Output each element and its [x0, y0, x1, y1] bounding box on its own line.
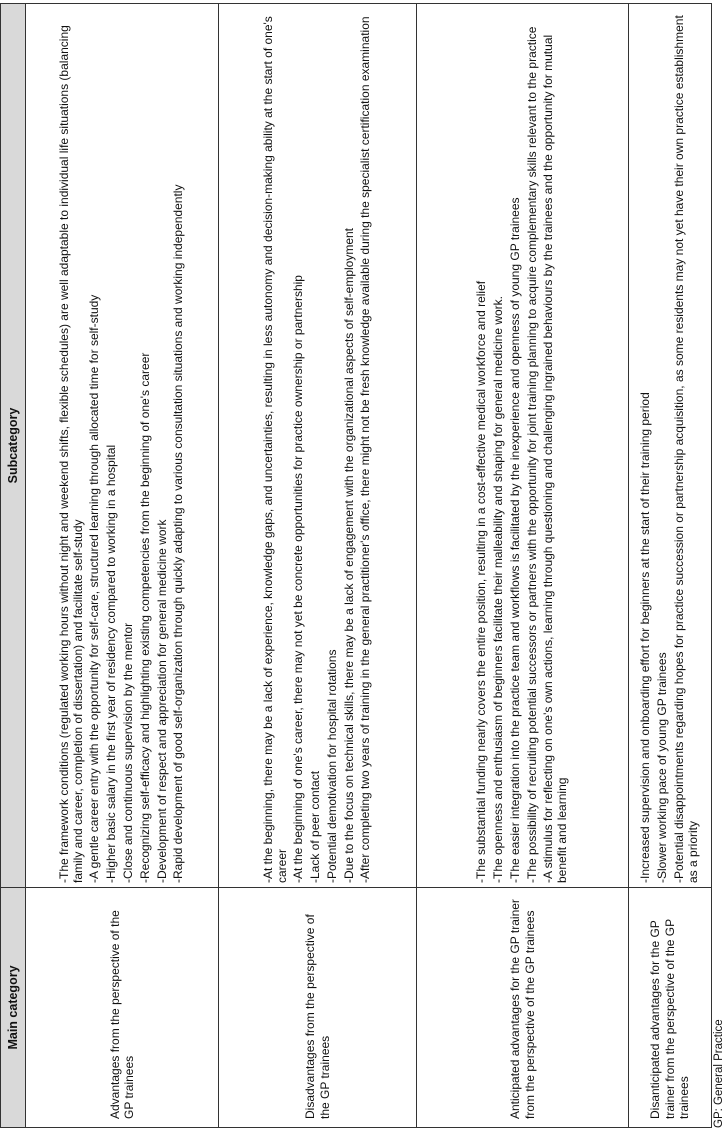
subcategory-item: -Potential demotivation for hospital rotations: [324, 649, 339, 883]
subcategory-cell: [629, 4, 712, 888]
header-main-category: Main category: [1, 888, 26, 1128]
subcategory-item: -Potential disappointments regarding hopes for practice succession or partnership acquisition, as some residents may not yet have their own practice establishment as a priority: [672, 15, 700, 883]
subcategory-item: -The framework conditions (regulated working hours without night and weekend shifts, flexible schedules) are well adaptable to individual life situations (balancing family and career, completion of dissertation) and facilitate self-study: [56, 25, 85, 883]
subcategory-item: -A stimulus for reflecting on one's own actions, learning through questioning and challenging ingrained behaviours by the trainees and the opportunity for mutual benefit and learning: [541, 34, 570, 883]
table-header-row: [1, 4, 26, 1128]
subcategory-item: -Close and continuous supervision by the mentor: [121, 622, 135, 883]
main-category-cell: Anticipated advantages for the GP trainer from the perspective of the GP trainees: [417, 888, 629, 1128]
subcategory-item: -The possibility of recruiting potential successors or partners with the opportunity for joint training planning to acquire complementary skills relevant to the practice: [524, 26, 539, 883]
subcategory-item: -Due to the focus on technical skills, there may be a lack of engagement with the organizational aspects of self-employment: [341, 227, 356, 883]
subcategory-item: -Higher basic salary in the first year of residency compared to working in a hospital: [104, 444, 119, 883]
subcategory-item: -Lack of peer contact: [308, 770, 323, 883]
category-table: [0, 3, 712, 1128]
subcategory-cell: [26, 4, 219, 888]
table-row: [26, 4, 219, 1128]
header-subcategory: Subcategory: [1, 4, 26, 888]
table-row: [219, 4, 417, 1128]
footnote: GP: General Practice: [713, 1019, 725, 1128]
subcategory-item: -A gentle career entry with the opportunity for self-care, structured learning through allocated time for self-study: [87, 294, 102, 883]
main-category-cell: Disanticipated advantages for the GP trainer from the perspective of the GP trainees: [629, 888, 712, 1128]
subcategory-cell: [417, 4, 629, 888]
table-row: [629, 4, 712, 1128]
subcategory-item: -At the beginning, there may be a lack of experience, knowledge gaps, and uncertainties, resulting in less autonomy and decision-making ability at the start of one's career: [260, 16, 289, 883]
subcategory-item: -At the beginning of one's career, there may not yet be concrete opportunities for practice ownership or partnership: [291, 275, 306, 883]
main-category-cell: Advantages from the perspective of the GP trainees: [26, 888, 219, 1128]
subcategory-item: -Recognizing self-efficacy and highlighting existing competencies from the beginning of one's career: [137, 352, 152, 883]
subcategory-item: -The substantial funding nearly covers the entire position, resulting in a cost-effective medical workforce and relief: [474, 280, 489, 883]
subcategory-item: -Increased supervision and onboarding effort for beginners at the start of their training period: [638, 392, 653, 883]
subcategory-item: -Development of respect and appreciation for general medicine work: [154, 519, 169, 883]
subcategory-item: -Slower working pace of young GP trainees: [655, 652, 670, 883]
table-row: [417, 4, 629, 1128]
subcategory-item: -Rapid development of good self-organization through quickly adapting to various consultation situations and working independently: [171, 184, 186, 883]
main-category-cell: Disadvantages from the perspective of the GP trainees: [219, 888, 417, 1128]
subcategory-item: -After completing two years of training in the general practitioner's office, there might not be fresh knowledge available during the specialist certification examination: [358, 16, 373, 883]
subcategory-item: -The easier integration into the practice team and workflows is facilitated by the inexperience and openness of young GP trainees: [507, 197, 522, 883]
subcategory-item: -The openness and enthusiasm of beginners facilitate their malleability and shaping for general medicine work.: [490, 296, 505, 883]
subcategory-cell: [219, 4, 417, 888]
